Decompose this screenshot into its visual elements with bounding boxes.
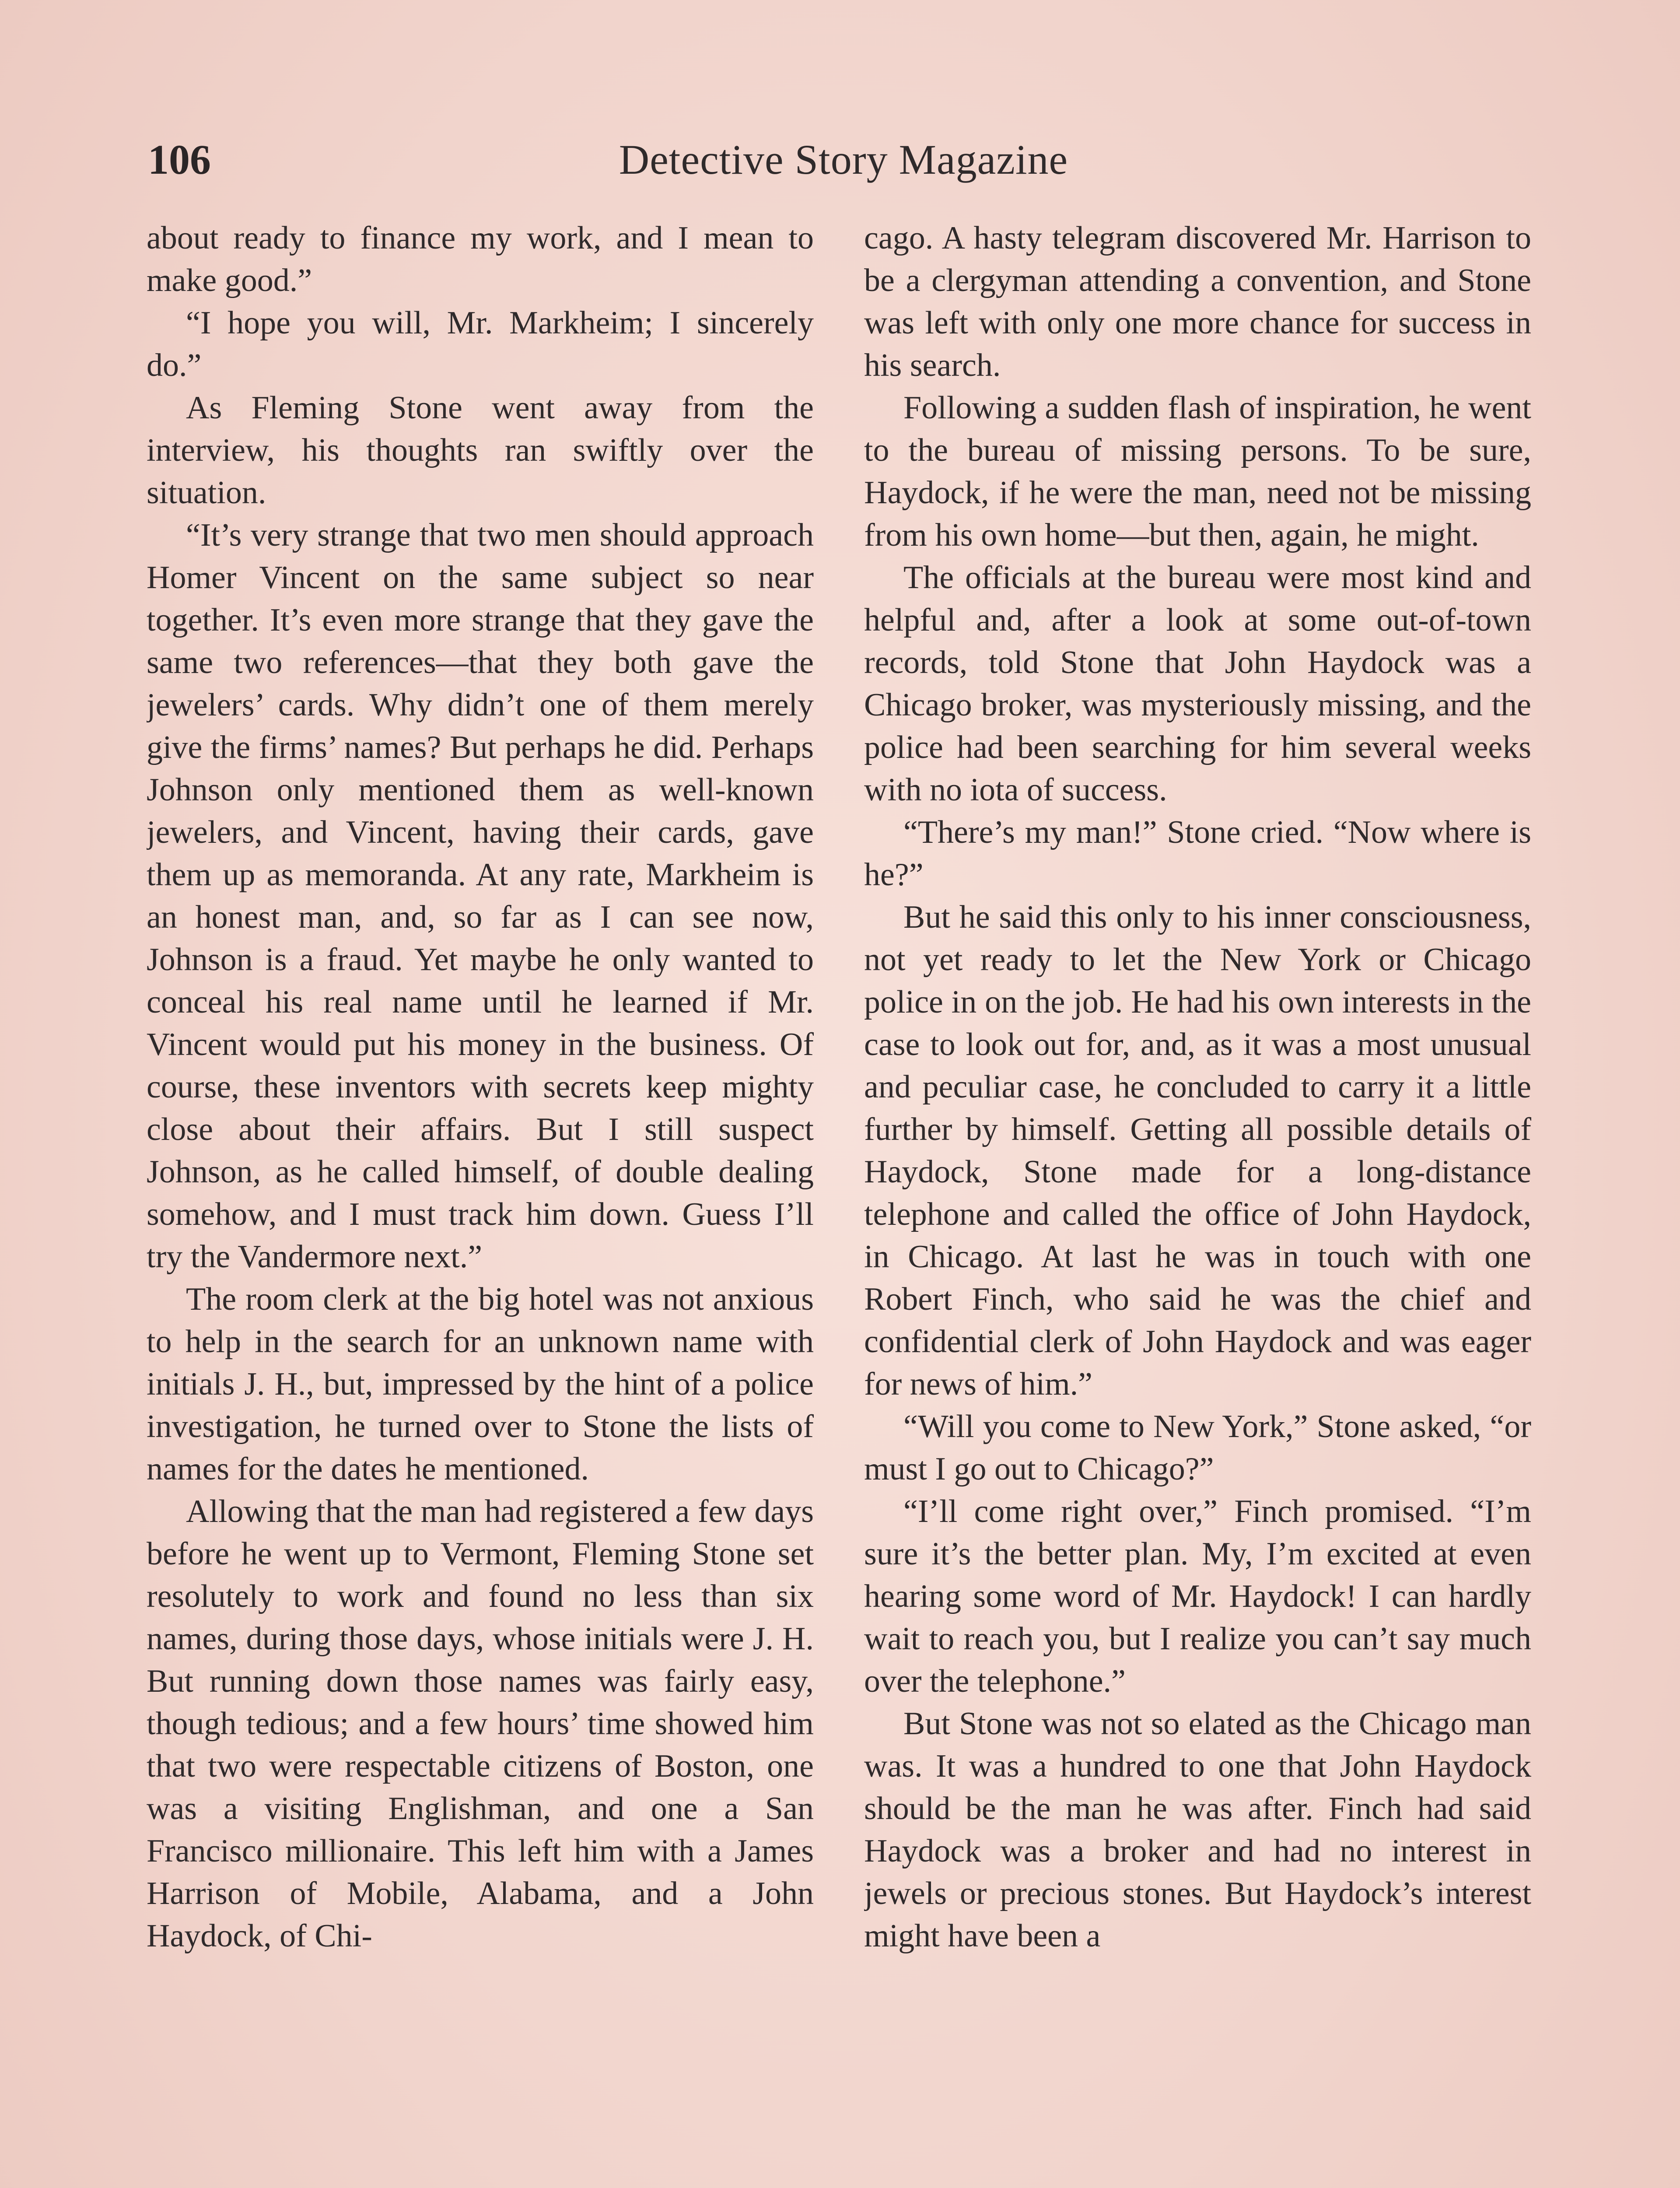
paragraph: “I hope you will, Mr. Markheim; I sincerely do.” <box>147 305 814 383</box>
page-header <box>148 131 1539 188</box>
text-column-right <box>864 217 1531 2188</box>
paragraph: cago. A hasty telegram discovered Mr. Harrison to be a clergyman attending a convention, and Stone was left with only one more chance for success in his search. <box>864 220 1531 383</box>
paragraph: The officials at the bureau were most kind and helpful and, after a look at some out-of-town records, told Stone that John Haydock was a Chicago broker, was mysteriously missing, and the police had been searching for him several weeks with no iota of success. <box>864 560 1531 808</box>
paragraph: The room clerk at the big hotel was not anxious to help in the search for an unknown name with initials J. H., but, impressed by the hint of a police investigation, he turned over to Stone the lists of names for the dates he mentioned. <box>147 1281 814 1487</box>
text-column-left <box>147 217 814 2188</box>
paragraph: “There’s my man!” Stone cried. “Now where is he?” <box>864 814 1531 893</box>
paragraph: But Stone was not so elated as the Chicago man was. It was a hundred to one that John Haydock should be the man he was after. Finch had said Haydock was a broker and had no interest in jewels or precious stones. But Haydock’s interest might have been a <box>864 1706 1531 1954</box>
paragraph: Allowing that the man had registered a few days before he went up to Vermont, Fleming Stone set resolutely to work and found no less than six names, during those days, whose initials were J. H. But running down those names was fairly easy, though tedious; and a few hours’ time showed him that two were respectable citizens of Boston, one was a visiting Englishman, and one a San Francisco millionaire. This left him with a James Harrison of Mobile, Alabama, and a John Haydock, of Chi- <box>147 1494 814 1954</box>
running-title: Detective Story Magazine <box>619 136 1068 183</box>
paragraph: But he said this only to his inner consciousness, not yet ready to let the New York or Chicago police in on the job. He had his own interests in the case to look out for, and, as it was a most unusual and peculiar case, he concluded to carry it a little further by himself. Getting all possible details of Haydock, Stone made for a long-distance telephone and called the office of John Haydock, in Chicago. At last he was in touch with one Robert Finch, who said he was the chief and confidential clerk of John Haydock and was eager for news of him.” <box>864 899 1531 1402</box>
paragraph: “I’ll come right over,” Finch promised. “I’m sure it’s the better plan. My, I’m excited at even hearing some word of Mr. Haydock! I can hardly wait to reach you, but I realize you can’t say much over the telephone.” <box>864 1494 1531 1699</box>
paragraph: about ready to finance my work, and I mean to make good.” <box>147 220 814 298</box>
paragraph: “Will you come to New York,” Stone asked, “or must I go out to Chicago?” <box>864 1409 1531 1487</box>
paragraph: “It’s very strange that two men should approach Homer Vincent on the same subject so near together. It’s even more strange that they gave the same two references—that they both gave the jewelers’ cards. Why didn’t one of them merely give the firms’ names? But perhaps he did. Perhaps Johnson only mentioned them as well-known jewelers, and Vincent, having their cards, gave them up as memoranda. At any rate, Markheim is an honest man, and, so far as I can see now, Johnson is a fraud. Yet maybe he only wanted to conceal his real name until he learned if Mr. Vincent would put his money in the business. Of course, these inventors with secrets keep mighty close about their affairs. But I still suspect Johnson, as he called himself, of double dealing somehow, and I must track him down. Guess I’ll try the Vandermore next.” <box>147 517 814 1275</box>
paragraph: Following a sudden flash of inspiration, he went to the bureau of missing persons. To be sure, Haydock, if he were the man, need not be missing from his own home—but then, again, he might. <box>864 390 1531 553</box>
paragraph: As Fleming Stone went away from the interview, his thoughts ran swiftly over the situation. <box>147 390 814 511</box>
page-number: 106 <box>148 136 211 183</box>
